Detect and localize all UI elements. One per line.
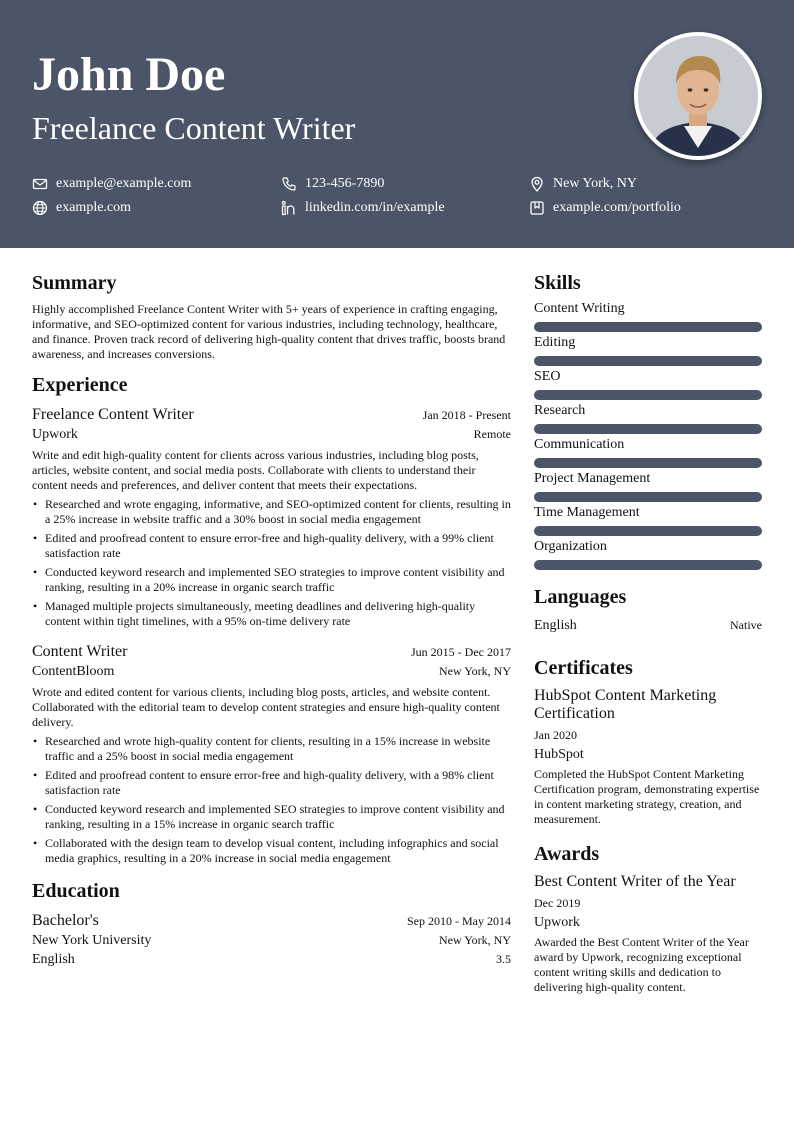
summary-text: Highly accomplished Freelance Content Writer with 5+ years of experience in crafting engaging, informative, and SEO-optimized content for various industries, including technology, healthcare, and finance. Proven track record of delivering high-quality content that drives traffic, boosts brand awareness, and increases conversions. [32,302,506,361]
contact-location-text: New York, NY [553,176,638,191]
contact-phone[interactable] [281,173,384,195]
job-company: ContentBloom [32,664,115,679]
contact-phone-text: 123-456-7890 [305,176,385,191]
contact-portfolio-text: example.com/portfolio [553,200,681,215]
profile-photo [634,32,762,160]
job-description: Write and edit high-quality content for clients across various industries, including blog posts, articles, website content, and social media posts. Collaborate with clients to understand their content needs and preferences, and deliver content that meets their expectations. [32,448,479,492]
skill-item [534,367,762,400]
certificate-date: Jan 2020 [534,728,577,742]
list-item: • Edited and proofread content to ensure error-free and high-quality delivery, with a 98% client satisfaction rate [32,768,511,798]
list-item: • Conducted keyword research and implemented SEO strategies to improve content visibility and ranking, resulting in a 15% increase in organic search traffic [32,802,511,832]
job-entry [32,404,511,629]
education-heading: Education [32,880,120,902]
list-item: • Conducted keyword research and implemented SEO strategies to improve content visibility and ranking, resulting in a 20% increase in organic search traffic [32,565,511,595]
job-description: Wrote and edited content for various clients, including blog posts, articles, and website content. Collaborated with the editorial team to develop content strategies and ensure high-quality content delivery. [32,685,500,729]
award-date: Dec 2019 [534,896,581,910]
certificates-section [534,655,762,827]
experience-heading: Experience [32,374,128,396]
skills-section [534,270,762,570]
skill-item [534,503,762,536]
job-achievements [32,497,511,629]
education-section [32,878,511,969]
experience-section [32,372,511,866]
award-issuer: Upwork [534,915,580,930]
job-role: Freelance Content Writer [32,406,194,423]
certificate-description: Completed the HubSpot Content Marketing Certification program, demonstrating expertise in content marketing strategy, creation, and measurement. [534,767,760,826]
contact-email-text: example@example.com [56,176,192,191]
job-achievements [32,734,511,866]
skill-item [534,537,762,570]
phone-icon [281,176,297,192]
job-dates: Jun 2015 - Dec 2017 [411,645,511,659]
education-degree: Bachelor's [32,912,99,929]
main-column [32,270,511,969]
certificates-heading: Certificates [534,657,633,679]
education-gpa: 3.5 [496,952,511,966]
education-school: New York University [32,933,152,948]
skills-heading: Skills [534,272,581,294]
portfolio-icon [529,200,545,216]
list-item: • Edited and proofread content to ensure error-free and high-quality delivery, with a 99% client satisfaction rate [32,531,511,561]
contact-email[interactable] [32,173,191,195]
education-dates: Sep 2010 - May 2014 [407,914,511,928]
skill-level-bar [534,492,762,502]
language-name: English [534,618,577,633]
job-location: Remote [473,427,511,441]
job-entry [32,641,511,866]
award-name: Best Content Writer of the Year [534,873,736,890]
mail-icon [32,176,48,192]
summary-heading: Summary [32,272,117,294]
job-location: New York, NY [438,664,511,678]
candidate-name: John Doe [32,48,226,101]
education-location: New York, NY [438,933,511,947]
candidate-title: Freelance Content Writer [32,110,356,146]
awards-heading: Awards [534,843,600,865]
job-dates: Jan 2018 - Present [422,408,511,422]
list-item: • Collaborated with the design team to develop visual content, including infographics and social media graphics, resulting in a 20% increase in social media engagement [32,836,511,866]
job-company: Upwork [32,427,78,442]
skill-level-bar [534,322,762,332]
skill-label: Editing [534,335,576,350]
skill-label: Time Management [534,505,640,520]
certificate-name: HubSpot Content Marketing Certification [534,687,717,722]
globe-icon [32,200,48,216]
languages-section [534,584,762,635]
skill-label: Communication [534,437,625,452]
skill-item [534,333,762,366]
linkedin-icon [281,200,297,216]
awards-section [534,841,762,995]
list-item: • Researched and wrote engaging, informative, and SEO-optimized content for clients, resulting in a 25% increase in website traffic and a 30% boost in social media engagement [32,497,511,527]
skill-level-bar [534,560,762,570]
contact-location [529,173,637,195]
contact-website-text: example.com [56,200,132,215]
language-level: Native [730,618,762,632]
resume-header [0,0,794,248]
contact-linkedin-text: linkedin.com/in/example [305,200,445,215]
skill-item [534,401,762,434]
list-item: • Managed multiple projects simultaneously, meeting deadlines and delivering high-quality content within tight timelines, with a 95% on-time delivery rate [32,599,511,629]
skill-item [534,469,762,502]
contact-website[interactable] [32,197,131,219]
job-role: Content Writer [32,643,128,660]
skill-label: Project Management [534,471,651,486]
skill-level-bar [534,356,762,366]
award-description: Awarded the Best Content Writer of the Year award by Upwork, recognizing exceptional content writing skills and dedication to delivering high-quality content. [534,935,749,994]
summary-section [32,270,511,362]
skill-level-bar [534,458,762,468]
portrait-photo-icon [638,36,758,156]
skill-item [534,435,762,468]
contact-portfolio[interactable] [529,197,681,219]
list-item: • Researched and wrote high-quality content for clients, resulting in a 15% increase in website traffic and a 25% boost in social media engagement [32,734,511,764]
skill-level-bar [534,390,762,400]
skill-label: SEO [534,369,561,384]
skill-level-bar [534,526,762,536]
side-column [534,270,762,995]
skill-label: Research [534,403,586,418]
skill-label: Organization [534,539,607,554]
skill-label: Content Writing [534,301,625,316]
location-pin-icon [529,176,545,192]
certificate-issuer: HubSpot [534,747,584,762]
skill-level-bar [534,424,762,434]
skill-item [534,299,762,332]
languages-heading: Languages [534,586,627,608]
education-field: English [32,952,75,967]
language-item [534,616,762,635]
contact-linkedin[interactable] [281,197,445,219]
